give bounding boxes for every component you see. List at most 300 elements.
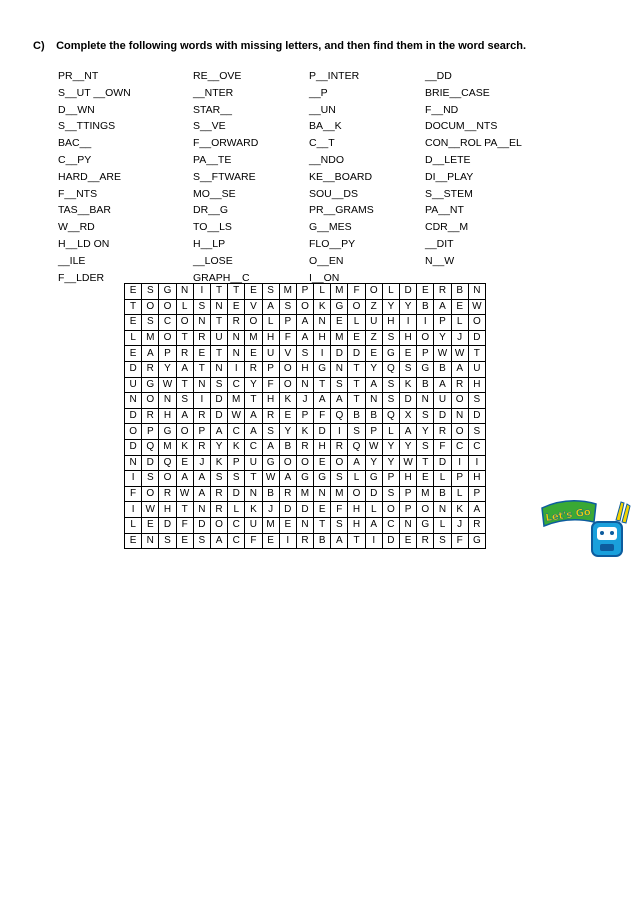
grid-cell[interactable]: E: [417, 284, 434, 300]
grid-cell[interactable]: O: [142, 486, 159, 502]
grid-cell[interactable]: J: [296, 393, 313, 409]
grid-cell[interactable]: F: [348, 284, 365, 300]
grid-cell[interactable]: T: [193, 361, 210, 377]
grid-cell[interactable]: E: [193, 346, 210, 362]
grid-cell[interactable]: O: [142, 299, 159, 315]
grid-cell[interactable]: H: [296, 361, 313, 377]
grid-cell[interactable]: A: [331, 393, 348, 409]
grid-cell[interactable]: E: [245, 346, 262, 362]
grid-cell[interactable]: I: [125, 471, 142, 487]
grid-cell[interactable]: S: [434, 533, 451, 549]
grid-cell[interactable]: M: [331, 486, 348, 502]
grid-cell[interactable]: E: [262, 533, 279, 549]
grid-cell[interactable]: W: [365, 439, 382, 455]
grid-cell[interactable]: F: [176, 517, 193, 533]
grid-cell[interactable]: D: [348, 346, 365, 362]
grid-cell[interactable]: T: [245, 471, 262, 487]
grid-cell[interactable]: G: [382, 346, 399, 362]
grid-cell[interactable]: C: [228, 533, 245, 549]
grid-cell[interactable]: I: [314, 346, 331, 362]
grid-cell[interactable]: C: [159, 315, 176, 331]
grid-cell[interactable]: S: [142, 284, 159, 300]
grid-cell[interactable]: G: [159, 424, 176, 440]
grid-cell[interactable]: O: [348, 299, 365, 315]
grid-cell[interactable]: R: [193, 439, 210, 455]
grid-cell[interactable]: S: [176, 393, 193, 409]
grid-cell[interactable]: L: [434, 471, 451, 487]
grid-cell[interactable]: G: [314, 361, 331, 377]
grid-cell[interactable]: H: [159, 502, 176, 518]
grid-cell[interactable]: P: [417, 346, 434, 362]
grid-cell[interactable]: O: [417, 330, 434, 346]
grid-cell[interactable]: I: [193, 284, 210, 300]
grid-cell[interactable]: S: [142, 471, 159, 487]
grid-cell[interactable]: O: [176, 424, 193, 440]
grid-cell[interactable]: T: [176, 330, 193, 346]
grid-cell[interactable]: Y: [400, 439, 417, 455]
grid-cell[interactable]: Q: [159, 455, 176, 471]
grid-cell[interactable]: A: [262, 439, 279, 455]
grid-cell[interactable]: G: [417, 361, 434, 377]
grid-cell[interactable]: A: [400, 424, 417, 440]
grid-cell[interactable]: L: [125, 330, 142, 346]
grid-cell[interactable]: I: [193, 393, 210, 409]
grid-cell[interactable]: H: [400, 330, 417, 346]
grid-cell[interactable]: N: [228, 330, 245, 346]
grid-cell[interactable]: K: [400, 377, 417, 393]
grid-cell[interactable]: A: [193, 486, 210, 502]
grid-cell[interactable]: N: [159, 393, 176, 409]
grid-cell[interactable]: E: [314, 455, 331, 471]
grid-cell[interactable]: O: [365, 284, 382, 300]
grid-cell[interactable]: S: [142, 315, 159, 331]
grid-cell[interactable]: R: [193, 408, 210, 424]
grid-cell[interactable]: A: [210, 533, 227, 549]
grid-cell[interactable]: A: [279, 471, 296, 487]
grid-cell[interactable]: T: [228, 284, 245, 300]
grid-cell[interactable]: D: [125, 361, 142, 377]
grid-cell[interactable]: H: [382, 315, 399, 331]
grid-cell[interactable]: P: [451, 471, 468, 487]
grid-cell[interactable]: D: [296, 502, 313, 518]
grid-cell[interactable]: E: [417, 471, 434, 487]
grid-cell[interactable]: G: [468, 533, 485, 549]
grid-cell[interactable]: L: [382, 424, 399, 440]
grid-cell[interactable]: O: [451, 393, 468, 409]
grid-cell[interactable]: L: [176, 299, 193, 315]
grid-cell[interactable]: F: [331, 502, 348, 518]
grid-cell[interactable]: Y: [382, 455, 399, 471]
grid-cell[interactable]: Z: [365, 330, 382, 346]
grid-cell[interactable]: D: [382, 533, 399, 549]
grid-cell[interactable]: E: [142, 517, 159, 533]
grid-cell[interactable]: H: [468, 377, 485, 393]
grid-cell[interactable]: I: [331, 424, 348, 440]
grid-cell[interactable]: W: [142, 502, 159, 518]
grid-cell[interactable]: U: [245, 517, 262, 533]
grid-cell[interactable]: C: [228, 424, 245, 440]
grid-cell[interactable]: B: [348, 408, 365, 424]
grid-cell[interactable]: W: [400, 455, 417, 471]
grid-cell[interactable]: D: [159, 517, 176, 533]
grid-cell[interactable]: D: [228, 486, 245, 502]
grid-cell[interactable]: Y: [210, 439, 227, 455]
grid-cell[interactable]: K: [296, 424, 313, 440]
grid-cell[interactable]: C: [228, 377, 245, 393]
grid-cell[interactable]: H: [468, 471, 485, 487]
grid-cell[interactable]: O: [142, 393, 159, 409]
grid-cell[interactable]: A: [331, 533, 348, 549]
grid-cell[interactable]: W: [228, 408, 245, 424]
grid-cell[interactable]: P: [296, 284, 313, 300]
grid-cell[interactable]: T: [245, 393, 262, 409]
grid-cell[interactable]: N: [296, 517, 313, 533]
grid-cell[interactable]: W: [262, 471, 279, 487]
grid-cell[interactable]: R: [296, 533, 313, 549]
grid-cell[interactable]: K: [245, 502, 262, 518]
grid-cell[interactable]: D: [210, 408, 227, 424]
grid-cell[interactable]: A: [365, 517, 382, 533]
grid-cell[interactable]: N: [210, 361, 227, 377]
grid-cell[interactable]: Y: [159, 361, 176, 377]
grid-cell[interactable]: S: [468, 424, 485, 440]
grid-cell[interactable]: K: [279, 393, 296, 409]
grid-cell[interactable]: D: [468, 330, 485, 346]
grid-cell[interactable]: S: [417, 439, 434, 455]
grid-cell[interactable]: L: [125, 517, 142, 533]
grid-cell[interactable]: M: [159, 439, 176, 455]
grid-cell[interactable]: P: [296, 408, 313, 424]
grid-cell[interactable]: S: [210, 471, 227, 487]
grid-cell[interactable]: R: [331, 439, 348, 455]
grid-cell[interactable]: M: [279, 284, 296, 300]
grid-cell[interactable]: N: [228, 346, 245, 362]
grid-cell[interactable]: E: [279, 517, 296, 533]
grid-cell[interactable]: O: [451, 424, 468, 440]
grid-cell[interactable]: V: [245, 299, 262, 315]
grid-cell[interactable]: S: [262, 284, 279, 300]
grid-cell[interactable]: Y: [382, 299, 399, 315]
grid-cell[interactable]: Q: [382, 408, 399, 424]
grid-cell[interactable]: T: [210, 284, 227, 300]
grid-cell[interactable]: O: [159, 330, 176, 346]
grid-cell[interactable]: N: [451, 408, 468, 424]
grid-cell[interactable]: E: [125, 315, 142, 331]
grid-cell[interactable]: D: [142, 455, 159, 471]
grid-cell[interactable]: A: [434, 299, 451, 315]
grid-cell[interactable]: H: [314, 439, 331, 455]
grid-cell[interactable]: H: [400, 471, 417, 487]
grid-cell[interactable]: N: [125, 455, 142, 471]
grid-cell[interactable]: L: [451, 486, 468, 502]
grid-cell[interactable]: A: [451, 361, 468, 377]
grid-cell[interactable]: P: [468, 486, 485, 502]
grid-cell[interactable]: C: [451, 439, 468, 455]
grid-cell[interactable]: A: [245, 408, 262, 424]
grid-cell[interactable]: S: [417, 408, 434, 424]
grid-cell[interactable]: D: [400, 284, 417, 300]
grid-cell[interactable]: D: [331, 346, 348, 362]
grid-cell[interactable]: A: [176, 361, 193, 377]
grid-cell[interactable]: E: [451, 299, 468, 315]
grid-cell[interactable]: Y: [434, 330, 451, 346]
grid-cell[interactable]: Z: [365, 299, 382, 315]
grid-cell[interactable]: Q: [382, 361, 399, 377]
grid-cell[interactable]: B: [314, 533, 331, 549]
grid-cell[interactable]: T: [468, 346, 485, 362]
grid-cell[interactable]: M: [296, 486, 313, 502]
grid-cell[interactable]: A: [348, 455, 365, 471]
grid-cell[interactable]: Y: [245, 377, 262, 393]
grid-cell[interactable]: O: [159, 471, 176, 487]
grid-cell[interactable]: Y: [279, 424, 296, 440]
grid-cell[interactable]: J: [451, 517, 468, 533]
grid-cell[interactable]: A: [142, 346, 159, 362]
grid-cell[interactable]: S: [210, 377, 227, 393]
grid-cell[interactable]: K: [228, 439, 245, 455]
grid-cell[interactable]: K: [451, 502, 468, 518]
grid-cell[interactable]: R: [159, 486, 176, 502]
grid-cell[interactable]: D: [434, 455, 451, 471]
grid-cell[interactable]: Q: [331, 408, 348, 424]
grid-cell[interactable]: F: [314, 408, 331, 424]
grid-cell[interactable]: U: [245, 455, 262, 471]
grid-cell[interactable]: T: [125, 299, 142, 315]
grid-cell[interactable]: C: [228, 517, 245, 533]
grid-cell[interactable]: A: [176, 408, 193, 424]
grid-cell[interactable]: S: [348, 424, 365, 440]
grid-cell[interactable]: E: [125, 533, 142, 549]
grid-cell[interactable]: F: [125, 486, 142, 502]
grid-cell[interactable]: K: [176, 439, 193, 455]
grid-cell[interactable]: W: [159, 377, 176, 393]
grid-cell[interactable]: A: [296, 315, 313, 331]
grid-cell[interactable]: N: [193, 502, 210, 518]
grid-cell[interactable]: P: [193, 424, 210, 440]
grid-cell[interactable]: P: [142, 424, 159, 440]
grid-cell[interactable]: O: [210, 517, 227, 533]
grid-cell[interactable]: S: [228, 471, 245, 487]
grid-cell[interactable]: R: [262, 408, 279, 424]
grid-cell[interactable]: A: [468, 502, 485, 518]
grid-cell[interactable]: E: [279, 408, 296, 424]
grid-cell[interactable]: O: [296, 299, 313, 315]
grid-cell[interactable]: Y: [365, 455, 382, 471]
grid-cell[interactable]: A: [434, 377, 451, 393]
grid-cell[interactable]: O: [348, 486, 365, 502]
grid-cell[interactable]: D: [193, 517, 210, 533]
grid-cell[interactable]: L: [262, 315, 279, 331]
grid-cell[interactable]: D: [125, 439, 142, 455]
grid-cell[interactable]: B: [365, 408, 382, 424]
grid-cell[interactable]: Y: [417, 424, 434, 440]
grid-cell[interactable]: I: [417, 315, 434, 331]
grid-cell[interactable]: F: [279, 330, 296, 346]
grid-cell[interactable]: N: [331, 361, 348, 377]
grid-cell[interactable]: I: [365, 533, 382, 549]
grid-cell[interactable]: Q: [348, 439, 365, 455]
grid-cell[interactable]: E: [176, 533, 193, 549]
grid-cell[interactable]: R: [296, 439, 313, 455]
grid-cell[interactable]: T: [210, 315, 227, 331]
grid-cell[interactable]: W: [176, 486, 193, 502]
grid-cell[interactable]: P: [365, 424, 382, 440]
grid-cell[interactable]: L: [348, 471, 365, 487]
grid-cell[interactable]: S: [279, 299, 296, 315]
grid-cell[interactable]: N: [193, 315, 210, 331]
grid-cell[interactable]: D: [365, 486, 382, 502]
grid-cell[interactable]: A: [210, 424, 227, 440]
grid-cell[interactable]: D: [279, 502, 296, 518]
grid-cell[interactable]: O: [279, 455, 296, 471]
grid-cell[interactable]: V: [279, 346, 296, 362]
grid-cell[interactable]: U: [468, 361, 485, 377]
grid-cell[interactable]: M: [142, 330, 159, 346]
grid-cell[interactable]: I: [451, 455, 468, 471]
grid-cell[interactable]: F: [434, 439, 451, 455]
grid-cell[interactable]: S: [382, 377, 399, 393]
grid-cell[interactable]: S: [331, 517, 348, 533]
grid-cell[interactable]: R: [228, 315, 245, 331]
grid-cell[interactable]: A: [262, 299, 279, 315]
grid-cell[interactable]: N: [296, 377, 313, 393]
grid-cell[interactable]: R: [468, 517, 485, 533]
grid-cell[interactable]: E: [125, 284, 142, 300]
grid-cell[interactable]: W: [434, 346, 451, 362]
grid-cell[interactable]: M: [228, 393, 245, 409]
grid-cell[interactable]: A: [365, 377, 382, 393]
grid-cell[interactable]: U: [365, 315, 382, 331]
grid-cell[interactable]: N: [434, 502, 451, 518]
grid-cell[interactable]: I: [400, 315, 417, 331]
grid-cell[interactable]: U: [125, 377, 142, 393]
grid-cell[interactable]: B: [417, 299, 434, 315]
grid-cell[interactable]: D: [314, 424, 331, 440]
grid-cell[interactable]: G: [142, 377, 159, 393]
grid-cell[interactable]: N: [400, 517, 417, 533]
grid-cell[interactable]: G: [331, 299, 348, 315]
grid-cell[interactable]: N: [245, 486, 262, 502]
grid-cell[interactable]: P: [382, 471, 399, 487]
grid-cell[interactable]: O: [125, 424, 142, 440]
grid-cell[interactable]: T: [314, 377, 331, 393]
grid-cell[interactable]: O: [176, 315, 193, 331]
grid-cell[interactable]: H: [159, 408, 176, 424]
grid-cell[interactable]: H: [262, 393, 279, 409]
grid-cell[interactable]: C: [468, 439, 485, 455]
grid-cell[interactable]: S: [159, 533, 176, 549]
grid-cell[interactable]: I: [468, 455, 485, 471]
grid-cell[interactable]: Q: [142, 439, 159, 455]
grid-cell[interactable]: L: [434, 517, 451, 533]
grid-cell[interactable]: E: [400, 533, 417, 549]
grid-cell[interactable]: Y: [382, 439, 399, 455]
grid-cell[interactable]: M: [262, 517, 279, 533]
grid-cell[interactable]: S: [296, 346, 313, 362]
grid-cell[interactable]: B: [434, 361, 451, 377]
grid-cell[interactable]: N: [176, 284, 193, 300]
grid-cell[interactable]: K: [314, 299, 331, 315]
grid-cell[interactable]: N: [417, 393, 434, 409]
grid-cell[interactable]: E: [228, 299, 245, 315]
grid-cell[interactable]: P: [262, 361, 279, 377]
grid-cell[interactable]: A: [296, 330, 313, 346]
grid-cell[interactable]: O: [382, 502, 399, 518]
grid-cell[interactable]: U: [262, 346, 279, 362]
grid-cell[interactable]: R: [434, 424, 451, 440]
grid-cell[interactable]: T: [176, 502, 193, 518]
grid-cell[interactable]: N: [210, 299, 227, 315]
grid-cell[interactable]: T: [314, 517, 331, 533]
grid-cell[interactable]: N: [193, 377, 210, 393]
grid-cell[interactable]: L: [365, 502, 382, 518]
grid-cell[interactable]: G: [159, 284, 176, 300]
grid-cell[interactable]: M: [331, 284, 348, 300]
grid-cell[interactable]: A: [193, 471, 210, 487]
grid-cell[interactable]: E: [400, 346, 417, 362]
grid-cell[interactable]: S: [382, 486, 399, 502]
grid-cell[interactable]: S: [193, 533, 210, 549]
grid-cell[interactable]: C: [245, 439, 262, 455]
grid-cell[interactable]: D: [434, 408, 451, 424]
grid-cell[interactable]: L: [314, 284, 331, 300]
grid-cell[interactable]: E: [125, 346, 142, 362]
grid-cell[interactable]: D: [468, 408, 485, 424]
grid-cell[interactable]: T: [348, 533, 365, 549]
grid-cell[interactable]: L: [228, 502, 245, 518]
grid-cell[interactable]: D: [400, 393, 417, 409]
grid-cell[interactable]: E: [245, 284, 262, 300]
grid-cell[interactable]: I: [125, 502, 142, 518]
grid-cell[interactable]: S: [331, 377, 348, 393]
grid-cell[interactable]: N: [142, 533, 159, 549]
grid-cell[interactable]: A: [176, 471, 193, 487]
grid-cell[interactable]: H: [262, 330, 279, 346]
grid-cell[interactable]: S: [468, 393, 485, 409]
grid-cell[interactable]: F: [451, 533, 468, 549]
grid-cell[interactable]: N: [314, 315, 331, 331]
grid-cell[interactable]: S: [262, 424, 279, 440]
grid-cell[interactable]: F: [262, 377, 279, 393]
grid-cell[interactable]: T: [348, 361, 365, 377]
grid-cell[interactable]: F: [245, 533, 262, 549]
grid-cell[interactable]: E: [348, 330, 365, 346]
grid-cell[interactable]: H: [314, 330, 331, 346]
grid-cell[interactable]: O: [296, 455, 313, 471]
grid-cell[interactable]: B: [451, 284, 468, 300]
grid-cell[interactable]: J: [451, 330, 468, 346]
grid-cell[interactable]: M: [245, 330, 262, 346]
grid-cell[interactable]: M: [331, 330, 348, 346]
grid-cell[interactable]: O: [468, 315, 485, 331]
grid-cell[interactable]: J: [193, 455, 210, 471]
grid-cell[interactable]: P: [279, 315, 296, 331]
grid-cell[interactable]: N: [468, 284, 485, 300]
grid-cell[interactable]: T: [176, 377, 193, 393]
grid-cell[interactable]: W: [468, 299, 485, 315]
grid-cell[interactable]: O: [331, 455, 348, 471]
grid-cell[interactable]: G: [262, 455, 279, 471]
grid-cell[interactable]: R: [279, 486, 296, 502]
grid-cell[interactable]: G: [365, 471, 382, 487]
grid-cell[interactable]: E: [331, 315, 348, 331]
grid-cell[interactable]: E: [314, 502, 331, 518]
grid-cell[interactable]: S: [382, 393, 399, 409]
grid-cell[interactable]: L: [451, 315, 468, 331]
grid-cell[interactable]: N: [125, 393, 142, 409]
grid-cell[interactable]: O: [245, 315, 262, 331]
grid-cell[interactable]: O: [279, 361, 296, 377]
